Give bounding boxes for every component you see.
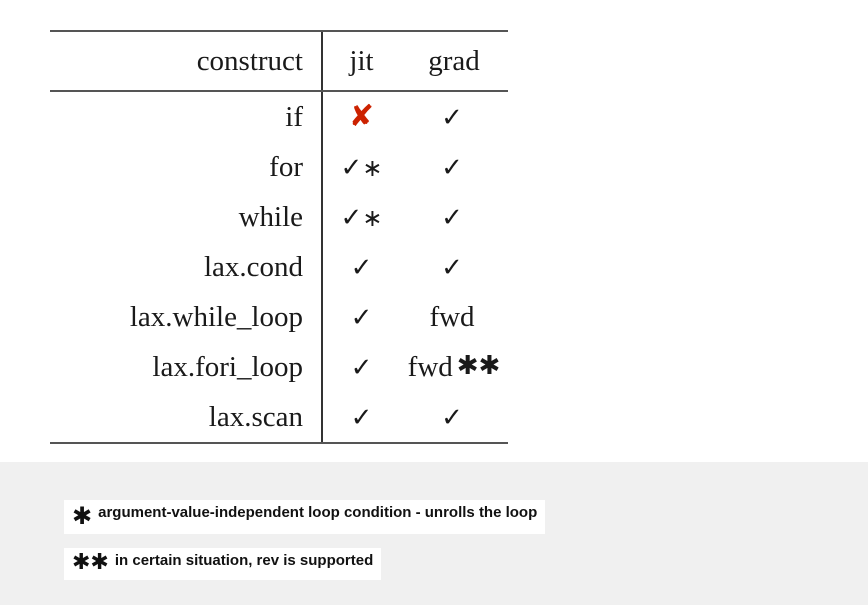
check-icon: ✓ — [441, 402, 463, 433]
cross-icon: ✘ — [348, 98, 375, 134]
table-row — [50, 142, 508, 192]
cell-construct: for — [269, 150, 303, 183]
cell-construct: if — [285, 100, 303, 133]
footnotes-area — [0, 462, 868, 605]
check-icon: ✓ — [441, 102, 463, 133]
cell-jit — [322, 342, 400, 392]
footnote-single-star — [64, 500, 545, 534]
cell-jit — [322, 292, 400, 342]
table-row — [50, 392, 508, 443]
table-row — [50, 192, 508, 242]
cell-construct: while — [238, 200, 303, 233]
cell-grad — [400, 242, 508, 292]
grad-value: fwd — [429, 300, 475, 333]
check-icon: ✓ — [340, 202, 363, 233]
table-row — [50, 91, 508, 142]
cell-jit — [322, 192, 400, 242]
table-body — [50, 91, 508, 443]
check-icon: ✓ — [441, 252, 463, 283]
table-row — [50, 342, 508, 392]
cell-grad — [400, 292, 508, 342]
cell-grad — [400, 392, 508, 443]
jit-star-mark: ∗ — [362, 153, 383, 182]
footnote-text: in certain situation, rev is supported — [114, 552, 374, 569]
grad-value: fwd — [407, 350, 453, 383]
footnote-text: argument-value-independent loop condition - unrolls the loop — [98, 504, 538, 521]
check-icon: ✓ — [350, 352, 373, 383]
cell-jit — [322, 242, 400, 292]
check-icon: ✓ — [441, 152, 463, 183]
table-header-row — [50, 31, 508, 91]
column-header-construct: construct — [50, 31, 322, 91]
cell-construct: lax.while_loop — [129, 300, 303, 333]
cell-jit — [322, 91, 400, 142]
footnote-mark: ✱✱ — [72, 550, 109, 575]
cell-grad — [400, 192, 508, 242]
footnote-mark: ✱ — [72, 502, 93, 530]
cell-jit — [322, 392, 400, 443]
check-icon: ✓ — [441, 202, 463, 233]
grad-footnote-mark: ✱✱ — [456, 350, 501, 381]
cell-grad — [400, 142, 508, 192]
column-header-jit: jit — [322, 31, 400, 91]
cell-construct: lax.fori_loop — [152, 350, 303, 383]
cell-grad — [400, 342, 508, 392]
table-row — [50, 242, 508, 292]
cell-grad — [400, 91, 508, 142]
check-icon: ✓ — [350, 302, 373, 333]
footnote-double-star — [64, 548, 381, 580]
cell-construct: lax.scan — [50, 392, 322, 443]
jax-control-flow-support-table — [50, 30, 508, 444]
jit-star-mark: ∗ — [362, 203, 383, 232]
check-icon: ✓ — [350, 252, 373, 283]
check-icon: ✓ — [340, 152, 363, 183]
check-icon: ✓ — [350, 402, 373, 433]
table-row — [50, 292, 508, 342]
table-header — [50, 31, 508, 91]
cell-jit — [322, 142, 400, 192]
cell-construct: lax.cond — [203, 250, 303, 283]
column-header-grad: grad — [400, 31, 508, 91]
